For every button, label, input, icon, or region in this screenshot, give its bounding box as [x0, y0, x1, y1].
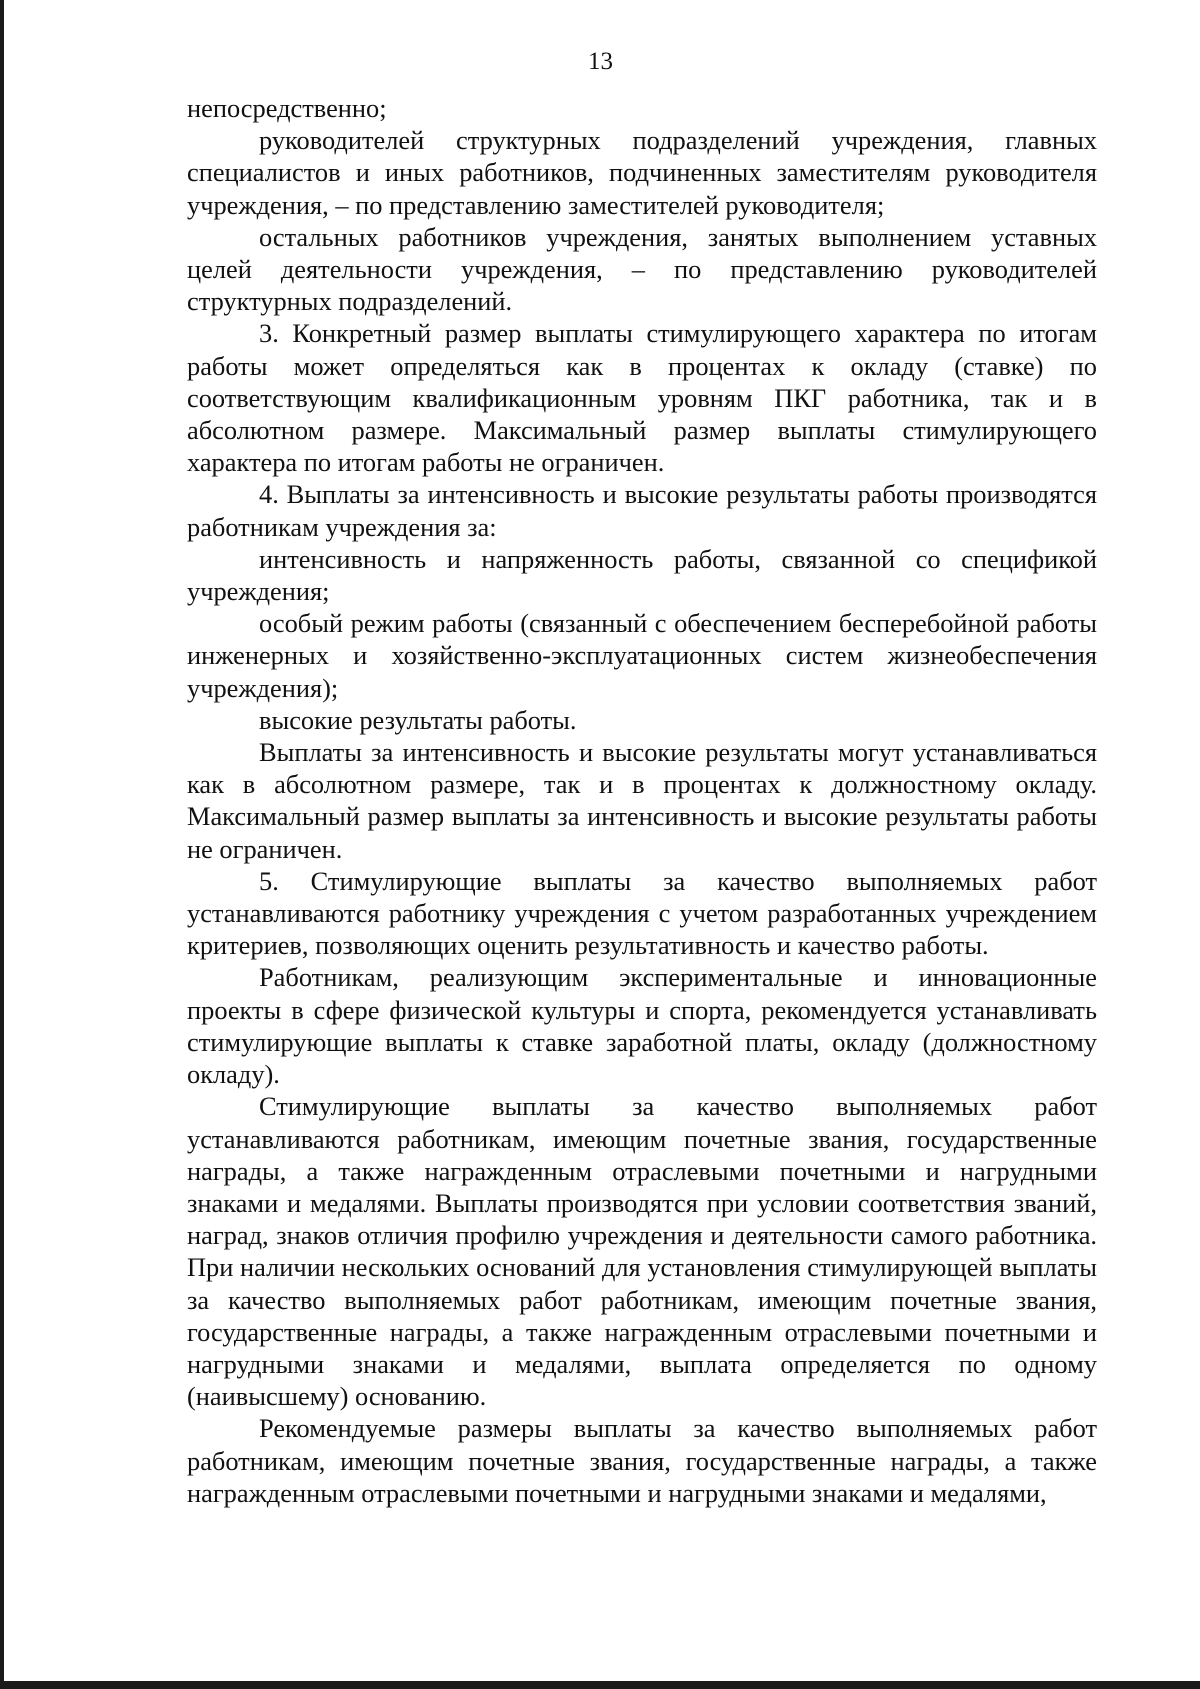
paragraph: непосредственно; — [187, 93, 387, 123]
paragraph: 4. Выплаты за интенсивность и высокие результаты работы производятся работникам учреждения за: — [187, 479, 1097, 542]
paragraph: остальных работников учреждения, занятых выполнением уставных целей деятельности учреждения, – по представлению руководителей структурных подразделений. — [187, 221, 1097, 317]
paragraph: особый режим работы (связанный с обеспечением бесперебойной работы инженерных и хозяйственно-эксплуатационных систем жизнеобеспечения учреждения); — [187, 608, 1097, 703]
paragraph: Работникам, реализующим экспериментальные и инновационные проекты в сфере физической культуры и спорта, рекомендуется устанавливать стимулирующие выплаты к ставке заработной платы, окладу (должностному окладу). — [187, 962, 1097, 1090]
paragraph: высокие результаты работы. — [259, 704, 577, 735]
paragraph: Рекомендуемые размеры выплаты за качество выполняемых работ работникам, имеющим почетные звания, государственные награды, а также награжденным отраслевыми почетными и нагрудными знаками и медалями, — [187, 1413, 1097, 1508]
scan-edge-left — [0, 0, 4, 1689]
paragraph: 3. Конкретный размер выплаты стимулирующего характера по итогам работы может определяться как в процентах к окладу (ставке) по соответствующим квалификационным уровням ПКГ работника, так и в абсолютном размере. Максимальный размер выплаты стимулирующего характера по итогам работы не ограничен. — [187, 318, 1097, 478]
paragraph: 5. Стимулирующие выплаты за качество выполняемых работ устанавливаются работнику учреждения с учетом разработанных учреждением критериев, позволяющих оценить результативность и качество работы. — [187, 865, 1097, 961]
paragraph: Стимулирующие выплаты за качество выполняемых работ устанавливаются работникам, имеющим почетные звания, государственные награды, а также награжденным отраслевыми почетными и нагрудными знаками и медалями. Выплаты производятся при условии соответствия званий, наград, знаков отличия профилю учреждения и деятельности самого работника. При наличии нескольких оснований для установления стимулирующей выплаты за качество выполняемых работ работникам, имеющим почетные звания, государственные награды, а также награжденным отраслевыми почетными и нагрудными знаками и медалями, выплата определяется по одному (наивысшему) основанию. — [187, 1091, 1097, 1412]
page-number: 13 — [588, 48, 613, 75]
paragraph: Выплаты за интенсивность и высокие результаты могут устанавливаться как в абсолютном размере, так и в процентах к должностному окладу. Максимальный размер выплаты за интенсивность и высокие результаты работы не ограничен. — [187, 737, 1097, 864]
paragraph: интенсивность и напряженность работы, связанной со спецификой учреждения; — [187, 543, 1097, 607]
paragraph: руководителей структурных подразделений учреждения, главных специалистов и иных работников, подчиненных заместителям руководителя учреждения, – по представлению заместителей руководителя; — [187, 125, 1097, 220]
document-body — [187, 92, 1097, 1509]
scan-edge-bottom — [0, 1681, 1200, 1689]
